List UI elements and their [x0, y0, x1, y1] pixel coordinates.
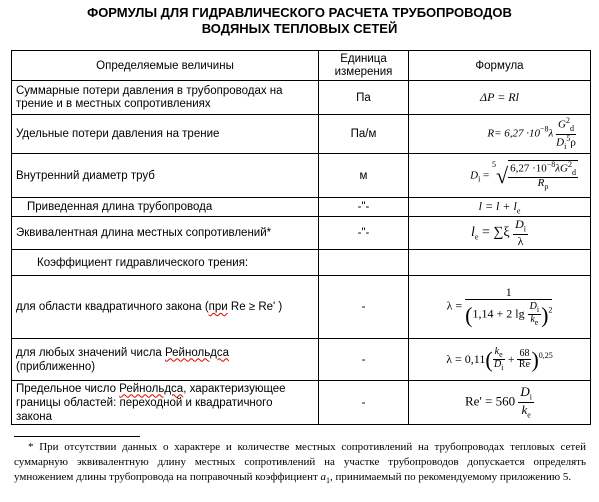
title-line-2: ВОДЯНЫХ ТЕПЛОВЫХ СЕТЕЙ: [201, 21, 398, 36]
row5-unit: -"-: [319, 217, 409, 250]
row3-formula-den: R: [537, 176, 545, 189]
header-unit-line-1: Единица: [340, 52, 387, 65]
row2-formula-den: D: [556, 136, 565, 149]
row7-formula: [409, 276, 591, 339]
row8-quantity-line-2: (приближенно): [16, 360, 96, 373]
table-row: [12, 81, 591, 115]
footnote-text-end: , принимаемый по рекомендуемому приложению 5.: [330, 471, 572, 483]
footnote-separator: [14, 436, 140, 437]
row5-quantity: Эквивалентная длина местных сопротивлений*: [12, 217, 319, 250]
row7-quantity-prefix: для области квадратичного закона (: [16, 301, 209, 313]
header-unit: [319, 51, 409, 81]
row1-formula-text: ΔP = Rl: [480, 90, 519, 104]
document-title: [0, 5, 599, 37]
table-row: [12, 276, 591, 339]
row6-unit: [319, 250, 409, 276]
row4-formula: $l = l + l_e$: [409, 198, 591, 217]
table-row: [12, 115, 591, 154]
table-row: [12, 154, 591, 198]
row9-quantity: [12, 381, 319, 425]
title-line-1: ФОРМУЛЫ ДЛЯ ГИДРАВЛИЧЕСКОГО РАСЧЕТА ТРУБОПРОВОДОВ: [87, 5, 512, 20]
row7-unit: -: [319, 276, 409, 339]
row7-formula-const: 1,14 + 2 lg: [472, 306, 525, 321]
row5-formula-fraction: $\frac{D_i}{\lambda}$: [515, 217, 526, 249]
row8-quantity-line-1: для любых значений числа Рейнольдса: [16, 346, 230, 359]
row7-quantity-wavy: при: [208, 301, 228, 313]
row1-quantity-line-1: Суммарные потери давления в трубопроводах на: [16, 84, 283, 97]
row9-quantity-line-2: границы областей: переходной и квадратичного: [16, 396, 273, 409]
row7-formula-fd: k: [530, 314, 535, 326]
row2-formula: [409, 115, 591, 154]
row1-quantity-line-2: трение и в местных сопротивлениях: [16, 97, 211, 110]
row7-quantity: [12, 276, 319, 339]
footnote-text: * При отсутствии данных о характере и количестве местных сопротивлений на трубопроводах тепловых сетей суммарную эквивалентную длину местных сопротивлений на участке трубопроводов допускается определять умножением длины трубопровода на поправочный коэффициент: [14, 441, 586, 483]
row9-formula: [409, 381, 591, 425]
row2-quantity: Удельные потери давления на трение: [12, 115, 319, 154]
table-row: [12, 250, 591, 276]
table-header-row: [12, 51, 591, 81]
row2-unit: Па/м: [319, 115, 409, 154]
row3-formula-mid: λG: [555, 162, 568, 175]
header-quantity: Определяемые величины: [12, 51, 319, 81]
table-row: [12, 198, 591, 217]
formulas-table: [11, 50, 591, 425]
table-row: [12, 217, 591, 250]
row3-unit: м: [319, 154, 409, 198]
row8-formula-exp: 0,25: [538, 350, 553, 360]
row7-formula-lhs: λ =: [446, 298, 463, 313]
table-row: [12, 339, 591, 381]
row7-inner-fraction: $\frac{D_i}{k_e}$: [529, 300, 540, 328]
row8-formula: λ = 0,11( $\frac{k_e}{D_i}$ + $\frac{68}{Re}$ )$^{0,25}$: [409, 339, 591, 381]
row5-formula-den: λ: [517, 234, 524, 249]
row5-formula-lhs: l: [471, 225, 475, 241]
row3-formula-exp: −8: [546, 159, 556, 169]
footnote-coef-sub: 1: [326, 476, 331, 486]
row4-unit: -"-: [319, 198, 409, 217]
row5-formula-sum: ∑ξ: [493, 225, 510, 241]
row7-formula-fn: D: [529, 300, 537, 312]
row8-formula-plus: +: [507, 351, 515, 366]
row1-unit: Па: [319, 81, 409, 115]
row3-formula: $D_i = ^5√$ $\frac{6,27 \cdot 10^{-8}\lambda G^2_d}{R_\rho}$: [409, 154, 591, 198]
row8-fraction-2: $\frac{68}{Re}$: [518, 347, 531, 370]
row3-formula-rad: 6,27 ·10: [510, 162, 547, 175]
row2-formula-fraction: $\frac{G^2_d}{D_i^5\rho}$: [556, 116, 576, 151]
row3-quantity: Внутренний диаметр труб: [12, 154, 319, 198]
row3-formula-radicand: $\frac{6,27 \cdot 10^{-8}\lambda G^2_d}{R_\rho}$: [510, 159, 576, 192]
row8-unit: -: [319, 339, 409, 381]
row4-quantity: Приведенная длина трубопровода: [12, 198, 319, 217]
row1-formula: [409, 81, 591, 115]
row9-formula-fraction: $\frac{D_i}{k_e}$: [520, 384, 532, 420]
row9-quantity-line-3: закона: [16, 410, 52, 423]
footnote: [14, 440, 586, 488]
row7-formula-exp: 2: [548, 305, 553, 315]
footnote-coef: a: [320, 471, 327, 483]
row2-formula-exp: −8: [540, 124, 549, 134]
row3-formula-prefix: D: [470, 169, 479, 182]
row6-formula: [409, 250, 591, 276]
row2-formula-num: G: [558, 118, 566, 131]
row2-formula-prefix: R= 6,27 ·10: [487, 127, 541, 140]
table-row: [12, 381, 591, 425]
row1-quantity: [12, 81, 319, 115]
row9-quantity-line-1: Предельное число Рейнольдса, характеризующее: [16, 382, 286, 395]
row7-formula-fraction: 1 (1,14 + 2 lg $\frac{D_i}{k_e}$ )$^2$: [465, 285, 553, 328]
row6-quantity: Коэффициент гидравлического трения:: [12, 250, 319, 276]
row7-quantity-suffix: Re ≥ Re' ): [227, 301, 283, 313]
row7-formula-num: 1: [465, 286, 552, 300]
row2-formula-lambda: λ: [548, 127, 554, 140]
row8-formula-lhs: λ = 0,11: [446, 351, 486, 366]
row9-formula-lhs: Re' = 560: [465, 393, 516, 409]
row5-formula: $l_e = \sum\xi$ $\frac{D_i}{\lambda}$: [409, 217, 591, 250]
row5-formula-num: D: [515, 217, 524, 232]
row8-fraction-1: $\frac{k_e}{D_i}$: [493, 345, 504, 372]
header-unit-line-2: измерения: [334, 65, 393, 78]
header-formula: Формула: [409, 51, 591, 81]
row8-quantity: [12, 339, 319, 381]
row4-formula-text: l = l + l: [478, 198, 517, 213]
row9-unit: -: [319, 381, 409, 425]
